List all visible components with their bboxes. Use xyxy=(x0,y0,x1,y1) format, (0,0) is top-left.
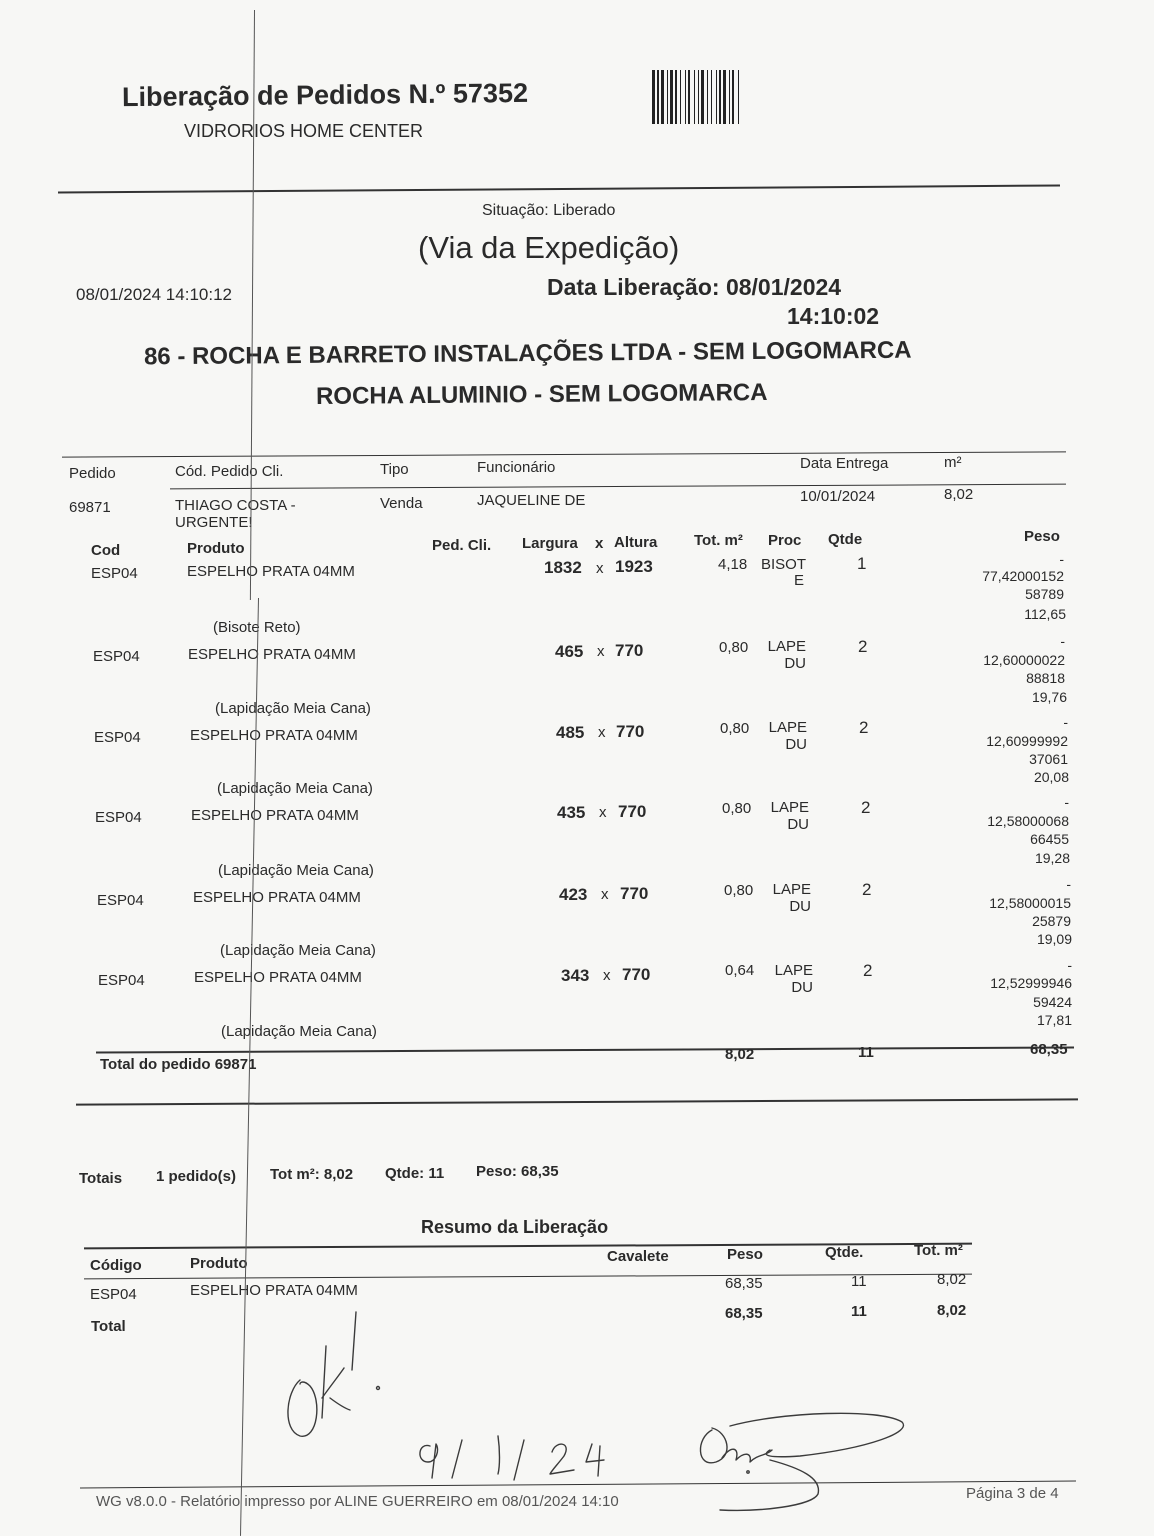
item-altura: 770 xyxy=(618,802,647,821)
resumo-col-codigo: Código xyxy=(90,1257,142,1274)
item-peso-cont: 25879 xyxy=(1032,913,1071,929)
item-peso-dash: - xyxy=(1066,876,1071,892)
item-peso-total: 20,08 xyxy=(1033,769,1069,785)
barcode-bar xyxy=(670,70,673,124)
col-pedido: Pedido xyxy=(69,465,116,482)
totais-qtde: Qtde: 11 xyxy=(385,1165,445,1182)
col-m2: m² xyxy=(944,454,962,471)
barcode-bar xyxy=(738,70,739,124)
item-proc-cont: DU xyxy=(785,736,807,753)
item-peso: 12,52999946 xyxy=(990,975,1072,991)
barcode-bar xyxy=(729,70,730,124)
items-col-tot-m2: Tot. m² xyxy=(694,532,743,549)
via-label: (Via da Expedição) xyxy=(418,230,680,265)
item-peso: 12,60000022 xyxy=(983,652,1065,668)
item-largura: 343 xyxy=(561,966,590,985)
item-peso-total: 19,76 xyxy=(1031,689,1067,705)
client-name: 86 - ROCHA E BARRETO INSTALAÇÕES LTDA - SEM LOGOMARCA xyxy=(143,336,912,371)
item-produto: ESPELHO PRATA 04MM xyxy=(193,889,361,906)
item-description: (Lapidação Meia Cana) xyxy=(215,700,371,717)
barcode-bar xyxy=(701,70,704,124)
item-peso-dash: - xyxy=(1064,794,1069,810)
item-proc: LAPE xyxy=(772,881,811,898)
item-largura: 435 xyxy=(557,803,586,822)
header-divider xyxy=(58,185,1060,194)
item-peso: 12,58000068 xyxy=(987,813,1069,829)
col-data-entrega: Data Entrega xyxy=(800,455,889,472)
barcode-bar xyxy=(688,70,690,124)
item-tot-m2: 0,80 xyxy=(719,639,749,656)
barcode-bar xyxy=(719,70,721,124)
items-col-largura: Largura xyxy=(522,535,578,552)
print-timestamp: 08/01/2024 14:10:12 xyxy=(76,285,232,304)
barcode-bar xyxy=(732,70,734,124)
item-x: x xyxy=(603,967,611,984)
item-x: x xyxy=(596,560,604,577)
order-total-qtde: 11 xyxy=(858,1044,874,1061)
order-pedido: 69871 xyxy=(69,499,111,516)
resumo-qtde: 11 xyxy=(851,1273,867,1290)
data-liberacao-date: 08/01/2024 xyxy=(725,274,842,300)
items-col-ped-cli: Ped. Cli. xyxy=(432,537,492,554)
item-cod: ESP04 xyxy=(94,729,141,746)
item-altura: 770 xyxy=(620,884,649,903)
item-qtde: 2 xyxy=(863,961,873,980)
item-peso-cont: 66455 xyxy=(1030,831,1069,847)
totais-pedidos: 1 pedido(s) xyxy=(156,1168,237,1185)
item-tot-m2: 0,80 xyxy=(720,720,750,737)
items-col-qtde: Qtde xyxy=(828,531,863,548)
item-proc: LAPE xyxy=(767,638,806,655)
item-x: x xyxy=(601,886,609,903)
item-produto: ESPELHO PRATA 04MM xyxy=(188,646,356,663)
resumo-col-qtde: Qtde. xyxy=(825,1244,864,1261)
item-cod: ESP04 xyxy=(93,648,140,665)
item-qtde: 2 xyxy=(861,798,871,817)
resumo-col-produto: Produto xyxy=(190,1255,248,1272)
item-altura: 770 xyxy=(622,965,651,984)
items-col-x: x xyxy=(595,535,604,552)
handwritten-signature xyxy=(700,1413,903,1510)
items-col-cod: Cod xyxy=(91,542,121,559)
item-peso-cont: 58789 xyxy=(1025,586,1064,602)
order-total-label: Total do pedido 69871 xyxy=(100,1056,257,1073)
barcode-graphic xyxy=(652,70,830,124)
order-funcionario: JAQUELINE DE xyxy=(477,492,586,509)
items-col-produto: Produto xyxy=(187,540,245,557)
item-altura: 770 xyxy=(615,641,644,660)
item-peso-cont: 37061 xyxy=(1029,751,1068,767)
item-produto: ESPELHO PRATA 04MM xyxy=(191,807,359,824)
item-proc: LAPE xyxy=(770,799,809,816)
item-qtde: 1 xyxy=(857,554,867,573)
resumo-title: Resumo da Liberação xyxy=(421,1217,609,1237)
item-peso-total: 112,65 xyxy=(1024,606,1066,622)
item-altura: 770 xyxy=(616,722,645,741)
situacao-label: Situação: Liberado xyxy=(482,202,616,219)
item-qtde: 2 xyxy=(859,718,869,737)
item-largura: 485 xyxy=(556,723,585,742)
item-proc-cont: DU xyxy=(791,979,813,996)
order-total-line xyxy=(96,1046,1074,1053)
resumo-total-tot-m2: 8,02 xyxy=(937,1302,967,1319)
item-peso-dash: - xyxy=(1059,551,1064,567)
item-description: (Lapidação Meia Cana) xyxy=(220,942,376,959)
item-peso-total: 17,81 xyxy=(1036,1012,1072,1028)
order-header-top-line xyxy=(62,451,1066,457)
item-peso-cont: 88818 xyxy=(1026,670,1065,686)
handwritten-ok-mark xyxy=(288,1312,380,1436)
item-produto: ESPELHO PRATA 04MM xyxy=(194,969,362,986)
barcode-bar xyxy=(667,70,668,124)
order-total-m2: 8,02 xyxy=(725,1046,755,1063)
item-cod: ESP04 xyxy=(95,809,142,826)
totais-tot-m2: Tot m²: 8,02 xyxy=(270,1166,354,1183)
item-proc-cont: DU xyxy=(787,816,809,833)
item-proc-cont: E xyxy=(793,572,804,589)
order-total-peso: 68,35 xyxy=(1030,1041,1068,1058)
footer-printed-by: WG v8.0.0 - Relatório impresso por ALINE GUERREIRO em 08/01/2024 14:10 xyxy=(96,1493,619,1510)
order-cod-cli-1: THIAGO COSTA - xyxy=(175,497,296,514)
barcode-bar xyxy=(694,70,695,124)
order-m2: 8,02 xyxy=(944,486,974,503)
item-cod: ESP04 xyxy=(97,892,144,909)
item-tot-m2: 0,80 xyxy=(724,882,754,899)
item-tot-m2: 4,18 xyxy=(718,556,748,573)
company-name: VIDRORIOS HOME CENTER xyxy=(184,121,424,141)
item-cod: ESP04 xyxy=(98,972,145,989)
resumo-produto: ESPELHO PRATA 04MM xyxy=(190,1282,358,1299)
data-liberacao-label: Data Liberação: xyxy=(547,274,720,300)
item-produto: ESPELHO PRATA 04MM xyxy=(187,563,355,580)
item-x: x xyxy=(598,724,606,741)
report-title: Liberação de Pedidos N.º 57352 xyxy=(121,77,529,113)
barcode-bar xyxy=(657,70,659,124)
item-proc: LAPE xyxy=(774,962,813,979)
item-proc-cont: DU xyxy=(784,655,806,672)
totais-peso: Peso: 68,35 xyxy=(476,1163,559,1180)
item-peso-cont: 59424 xyxy=(1033,994,1072,1010)
col-cod-pedido-cli: Cód. Pedido Cli. xyxy=(175,463,284,480)
barcode-bar xyxy=(716,70,717,124)
resumo-col-peso: Peso xyxy=(727,1246,763,1263)
item-largura: 1832 xyxy=(544,558,582,577)
item-qtde: 2 xyxy=(862,880,872,899)
resumo-header-line xyxy=(84,1274,972,1280)
data-liberacao-time: 14:10:02 xyxy=(787,303,880,329)
item-description: (Lapidação Meia Cana) xyxy=(218,862,374,879)
barcode-bar xyxy=(652,70,655,124)
order-data-entrega: 10/01/2024 xyxy=(800,488,876,505)
item-description: (Bisote Reto) xyxy=(213,619,301,636)
barcode xyxy=(652,70,830,124)
item-peso-dash: - xyxy=(1067,957,1072,973)
item-cod: ESP04 xyxy=(91,565,138,582)
order-cod-cli-2: URGENTE! xyxy=(175,514,253,531)
resumo-codigo: ESP04 xyxy=(90,1286,137,1303)
item-proc: LAPE xyxy=(768,719,807,736)
item-peso: 12,60999992 xyxy=(986,733,1068,749)
items-col-altura: Altura xyxy=(614,534,658,551)
resumo-peso: 68,35 xyxy=(725,1275,763,1292)
item-x: x xyxy=(597,643,605,660)
data-liberacao xyxy=(547,274,841,301)
barcode-bar xyxy=(711,70,712,124)
item-peso-dash: - xyxy=(1063,714,1068,730)
footer-line xyxy=(80,1481,1076,1489)
item-peso-dash: - xyxy=(1060,633,1065,649)
client-brand: ROCHA ALUMINIO - SEM LOGOMARCA xyxy=(315,379,768,410)
item-tot-m2: 0,64 xyxy=(725,962,755,979)
order-tipo: Venda xyxy=(380,495,423,512)
item-proc-cont: DU xyxy=(789,898,811,915)
item-peso: 77,42000152 xyxy=(982,568,1064,584)
resumo-col-tot-m2: Tot. m² xyxy=(914,1242,963,1259)
handwritten-date xyxy=(420,1436,604,1480)
item-largura: 423 xyxy=(559,885,588,904)
item-proc: BISOT xyxy=(760,556,806,573)
items-col-proc: Proc xyxy=(768,532,802,549)
col-tipo: Tipo xyxy=(380,461,409,478)
item-altura: 1923 xyxy=(615,557,653,576)
barcode-bar xyxy=(723,70,726,124)
order-header-bottom-line xyxy=(170,484,1066,490)
barcode-bar xyxy=(698,70,699,124)
item-peso-total: 19,28 xyxy=(1034,850,1070,866)
resumo-total-label: Total xyxy=(91,1318,126,1335)
col-funcionario: Funcionário xyxy=(477,459,556,476)
totais-label: Totais xyxy=(79,1170,123,1187)
item-peso: 12,58000015 xyxy=(989,895,1071,911)
item-description: (Lapidação Meia Cana) xyxy=(217,780,373,797)
barcode-bar xyxy=(661,70,664,124)
item-x: x xyxy=(599,804,607,821)
resumo-total-peso: 68,35 xyxy=(725,1305,763,1322)
barcode-bar xyxy=(707,70,708,124)
barcode-bar xyxy=(685,70,686,124)
resumo-tot-m2: 8,02 xyxy=(937,1271,967,1288)
resumo-col-cavalete: Cavalete xyxy=(607,1248,669,1265)
barcode-bar xyxy=(680,70,681,124)
page-number: Página 3 de 4 xyxy=(966,1485,1059,1502)
item-description: (Lapidação Meia Cana) xyxy=(221,1023,377,1040)
item-peso-total: 19,09 xyxy=(1036,931,1072,947)
resumo-total-qtde: 11 xyxy=(851,1303,867,1320)
section-divider xyxy=(76,1098,1078,1105)
item-tot-m2: 0,80 xyxy=(722,800,752,817)
item-produto: ESPELHO PRATA 04MM xyxy=(190,727,358,744)
barcode-bar xyxy=(675,70,677,124)
items-col-peso: Peso xyxy=(1024,528,1060,545)
item-qtde: 2 xyxy=(858,637,868,656)
item-largura: 465 xyxy=(555,642,584,661)
